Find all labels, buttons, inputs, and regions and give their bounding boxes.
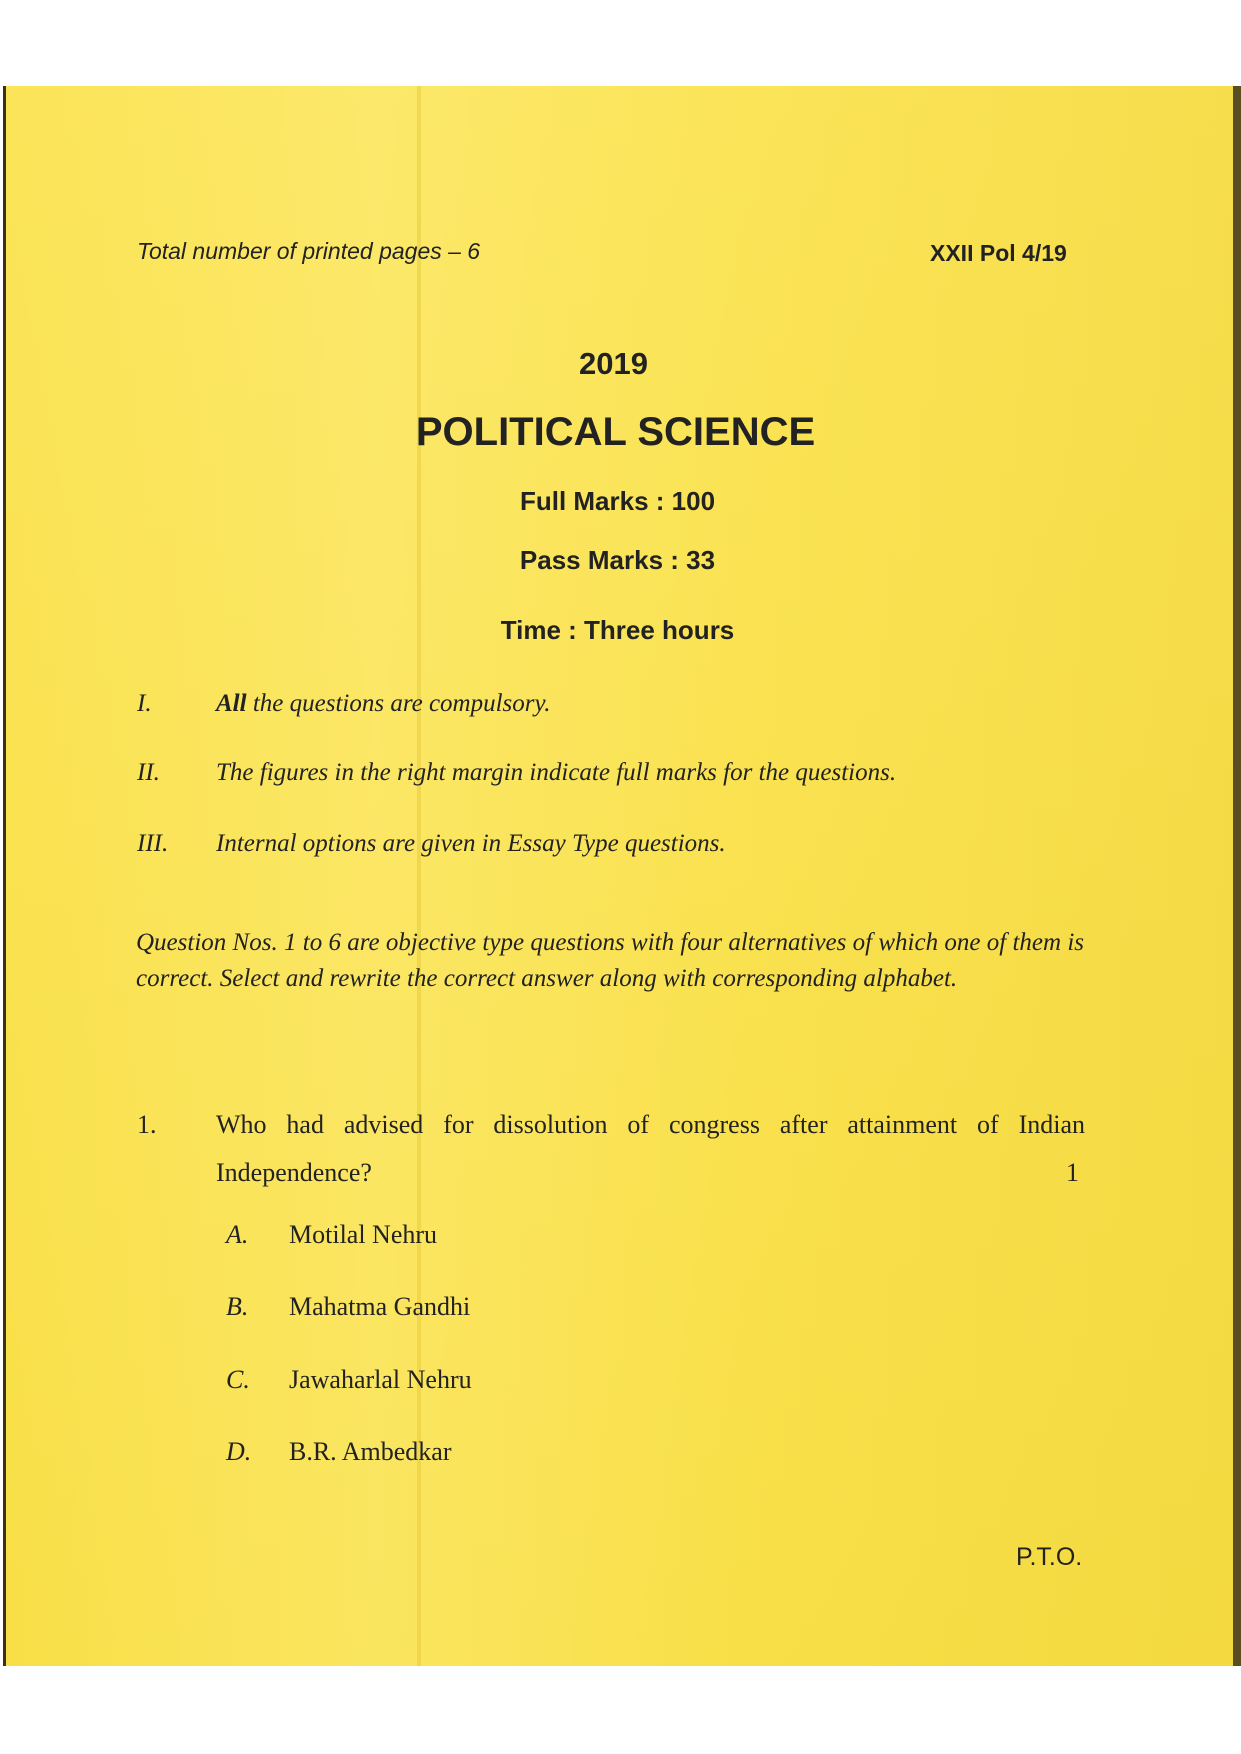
- objective-questions-note: Question Nos. 1 to 6 are objective type questions with four alternatives of which one of them is correct. Select and rewrite the correct answer along with corresponding alphabet.: [136, 929, 1084, 992]
- option-text: B.R. Ambedkar: [289, 1437, 452, 1466]
- scan-edge-shadow: [1233, 86, 1241, 1666]
- instruction-emphasis: All: [216, 690, 247, 717]
- instruction-text: Internal options are given in Essay Type questions.: [216, 830, 726, 857]
- paper-code: XXII Pol 4/19: [930, 240, 1067, 266]
- option-d: [226, 1437, 726, 1471]
- time-allowed: Time : Three hours: [500, 615, 735, 645]
- exam-paper-sheet: [3, 86, 1240, 1666]
- option-a: [226, 1220, 726, 1254]
- instruction-3: [137, 830, 1097, 864]
- instruction-rest: the questions are compulsory.: [246, 690, 551, 717]
- option-letter: C.: [226, 1365, 250, 1394]
- instruction-number: II.: [137, 759, 160, 786]
- printed-pages-note: Total number of printed pages – 6: [137, 238, 481, 264]
- option-b: [226, 1292, 726, 1326]
- option-c: [226, 1365, 726, 1399]
- instruction-number: III.: [137, 830, 169, 857]
- question-1: [137, 1110, 1085, 1200]
- question-text-line1: Who had advised for dissolution of congress after attainment of Indian: [216, 1110, 1085, 1139]
- please-turn-over: P.T.O.: [1016, 1543, 1083, 1571]
- full-marks: Full Marks : 100: [519, 486, 716, 516]
- instruction-1: [137, 690, 1097, 724]
- option-text: Jawaharlal Nehru: [289, 1365, 472, 1394]
- option-letter: A.: [226, 1220, 249, 1249]
- option-letter: D.: [226, 1437, 252, 1466]
- instruction-text: The figures in the right margin indicate full marks for the questions.: [216, 759, 897, 786]
- instruction-2: [137, 759, 1097, 793]
- question-number: 1.: [137, 1110, 157, 1139]
- option-letter: B.: [226, 1292, 249, 1321]
- option-text: Motilal Nehru: [289, 1220, 438, 1249]
- subject-title: POLITICAL SCIENCE: [415, 410, 816, 454]
- question-text-line2: Independence?: [216, 1158, 372, 1187]
- instruction-text: [216, 690, 550, 718]
- pass-marks: Pass Marks : 33: [519, 545, 716, 575]
- question-marks: 1: [1066, 1158, 1079, 1187]
- instruction-number: I.: [137, 690, 152, 717]
- option-text: Mahatma Gandhi: [289, 1292, 471, 1321]
- exam-year: 2019: [579, 346, 648, 381]
